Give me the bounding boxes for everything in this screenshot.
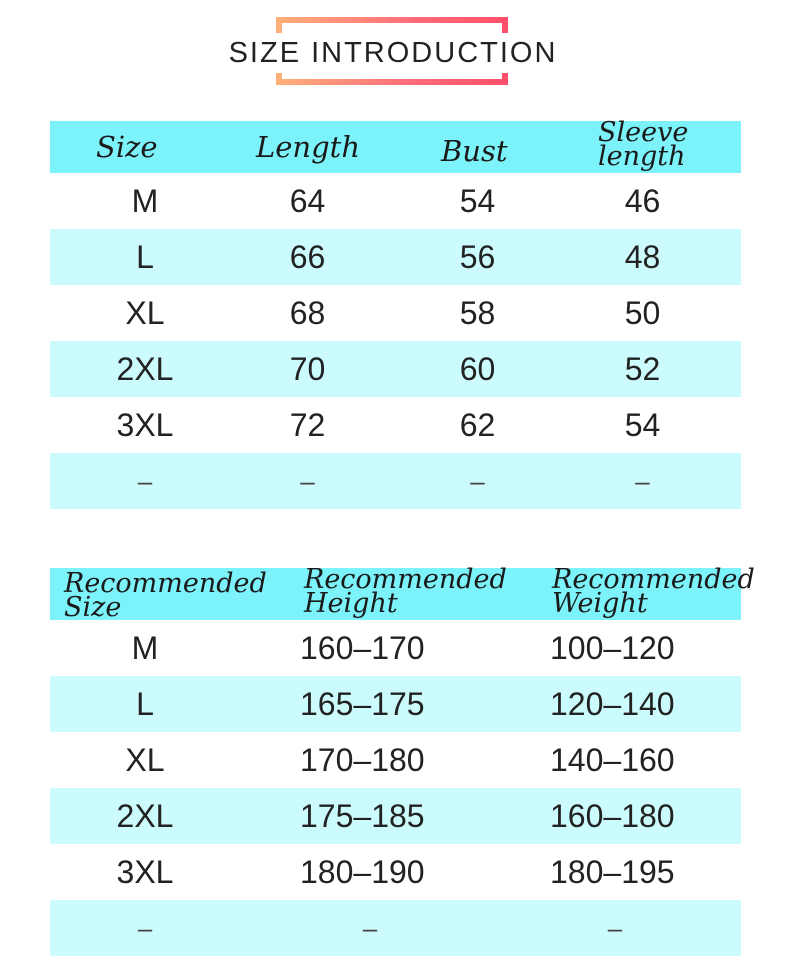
length-cell: 66	[289, 238, 326, 275]
rec-size-cell: 3XL	[116, 853, 174, 890]
length-cell: 70	[289, 350, 326, 387]
recommend-table-header	[50, 564, 755, 623]
table-row	[50, 341, 741, 397]
rec-height-cell: 170–180	[300, 741, 425, 778]
bust-cell: 60	[459, 350, 496, 387]
table-row	[50, 397, 741, 453]
rec-size-cell: XL	[125, 741, 165, 778]
table-row	[50, 285, 741, 341]
header-sleeve-line1: Sleeve	[598, 117, 689, 148]
header-bust: Bust	[441, 134, 508, 168]
bust-cell: 54	[459, 182, 496, 219]
rec-height-cell: –	[362, 912, 378, 943]
bust-cell: 58	[459, 294, 496, 331]
rec-size-cell: L	[136, 685, 154, 722]
length-cell: 68	[289, 294, 326, 331]
header-rec-weight-line2: Weight	[552, 588, 648, 619]
rec-height-cell: 160–170	[300, 629, 425, 666]
rec-weight-cell: 160–180	[550, 797, 675, 834]
rec-weight-cell: 120–140	[550, 685, 675, 722]
rec-height-cell: 165–175	[300, 685, 425, 722]
bust-cell: –	[470, 465, 485, 496]
rec-weight-cell: –	[607, 912, 623, 943]
title-banner	[0, 0, 790, 100]
sleeve-cell: 48	[624, 238, 661, 275]
sleeve-cell: 54	[624, 406, 661, 443]
sleeve-cell: 52	[624, 350, 661, 387]
header-sleeve-line2: length	[598, 141, 686, 172]
rec-weight-cell: 140–160	[550, 741, 675, 778]
bust-cell: 62	[459, 406, 496, 443]
size-cell: 2XL	[116, 350, 174, 387]
table-row	[50, 620, 741, 676]
size-cell: –	[137, 465, 153, 496]
length-cell: 64	[289, 182, 326, 219]
size-cell: 3XL	[116, 406, 174, 443]
size-table-header	[50, 117, 741, 173]
header-size: Size	[96, 130, 158, 164]
rec-size-cell: –	[137, 912, 153, 943]
header-rec-weight-line1: Recommended	[552, 564, 755, 595]
size-table	[50, 117, 741, 509]
rec-weight-cell: 100–120	[550, 629, 675, 666]
size-cell: L	[136, 238, 154, 275]
table-row	[50, 732, 741, 788]
length-cell: –	[300, 465, 315, 496]
table-row	[50, 788, 741, 844]
header-rec-height-line2: Height	[304, 588, 398, 619]
table-row	[50, 229, 741, 285]
rec-height-cell: 180–190	[300, 853, 425, 890]
table-row	[50, 844, 741, 900]
length-cell: 72	[289, 406, 326, 443]
table-row	[50, 173, 741, 229]
rec-height-cell: 175–185	[300, 797, 425, 834]
sleeve-cell: 46	[624, 182, 661, 219]
header-rec-size-line2: Size	[64, 592, 122, 623]
header-length: Length	[256, 130, 360, 164]
table-row	[50, 900, 741, 956]
header-rec-size-line1: Recommended	[64, 568, 267, 599]
frame-bottom-bar	[276, 79, 508, 85]
size-cell: M	[131, 182, 159, 219]
table-row	[50, 453, 741, 509]
frame-top-bar	[276, 17, 508, 23]
header-rec-height-line1: Recommended	[304, 564, 507, 595]
bust-cell: 56	[459, 238, 496, 275]
page-title: SIZE INTRODUCTION	[222, 33, 564, 73]
rec-weight-cell: 180–195	[550, 853, 675, 890]
sleeve-cell: –	[635, 465, 650, 496]
rec-size-cell: 2XL	[116, 797, 174, 834]
recommend-table	[50, 564, 755, 956]
sleeve-cell: 50	[624, 294, 661, 331]
rec-size-cell: M	[131, 629, 159, 666]
size-cell: XL	[125, 294, 165, 331]
table-row	[50, 676, 741, 732]
